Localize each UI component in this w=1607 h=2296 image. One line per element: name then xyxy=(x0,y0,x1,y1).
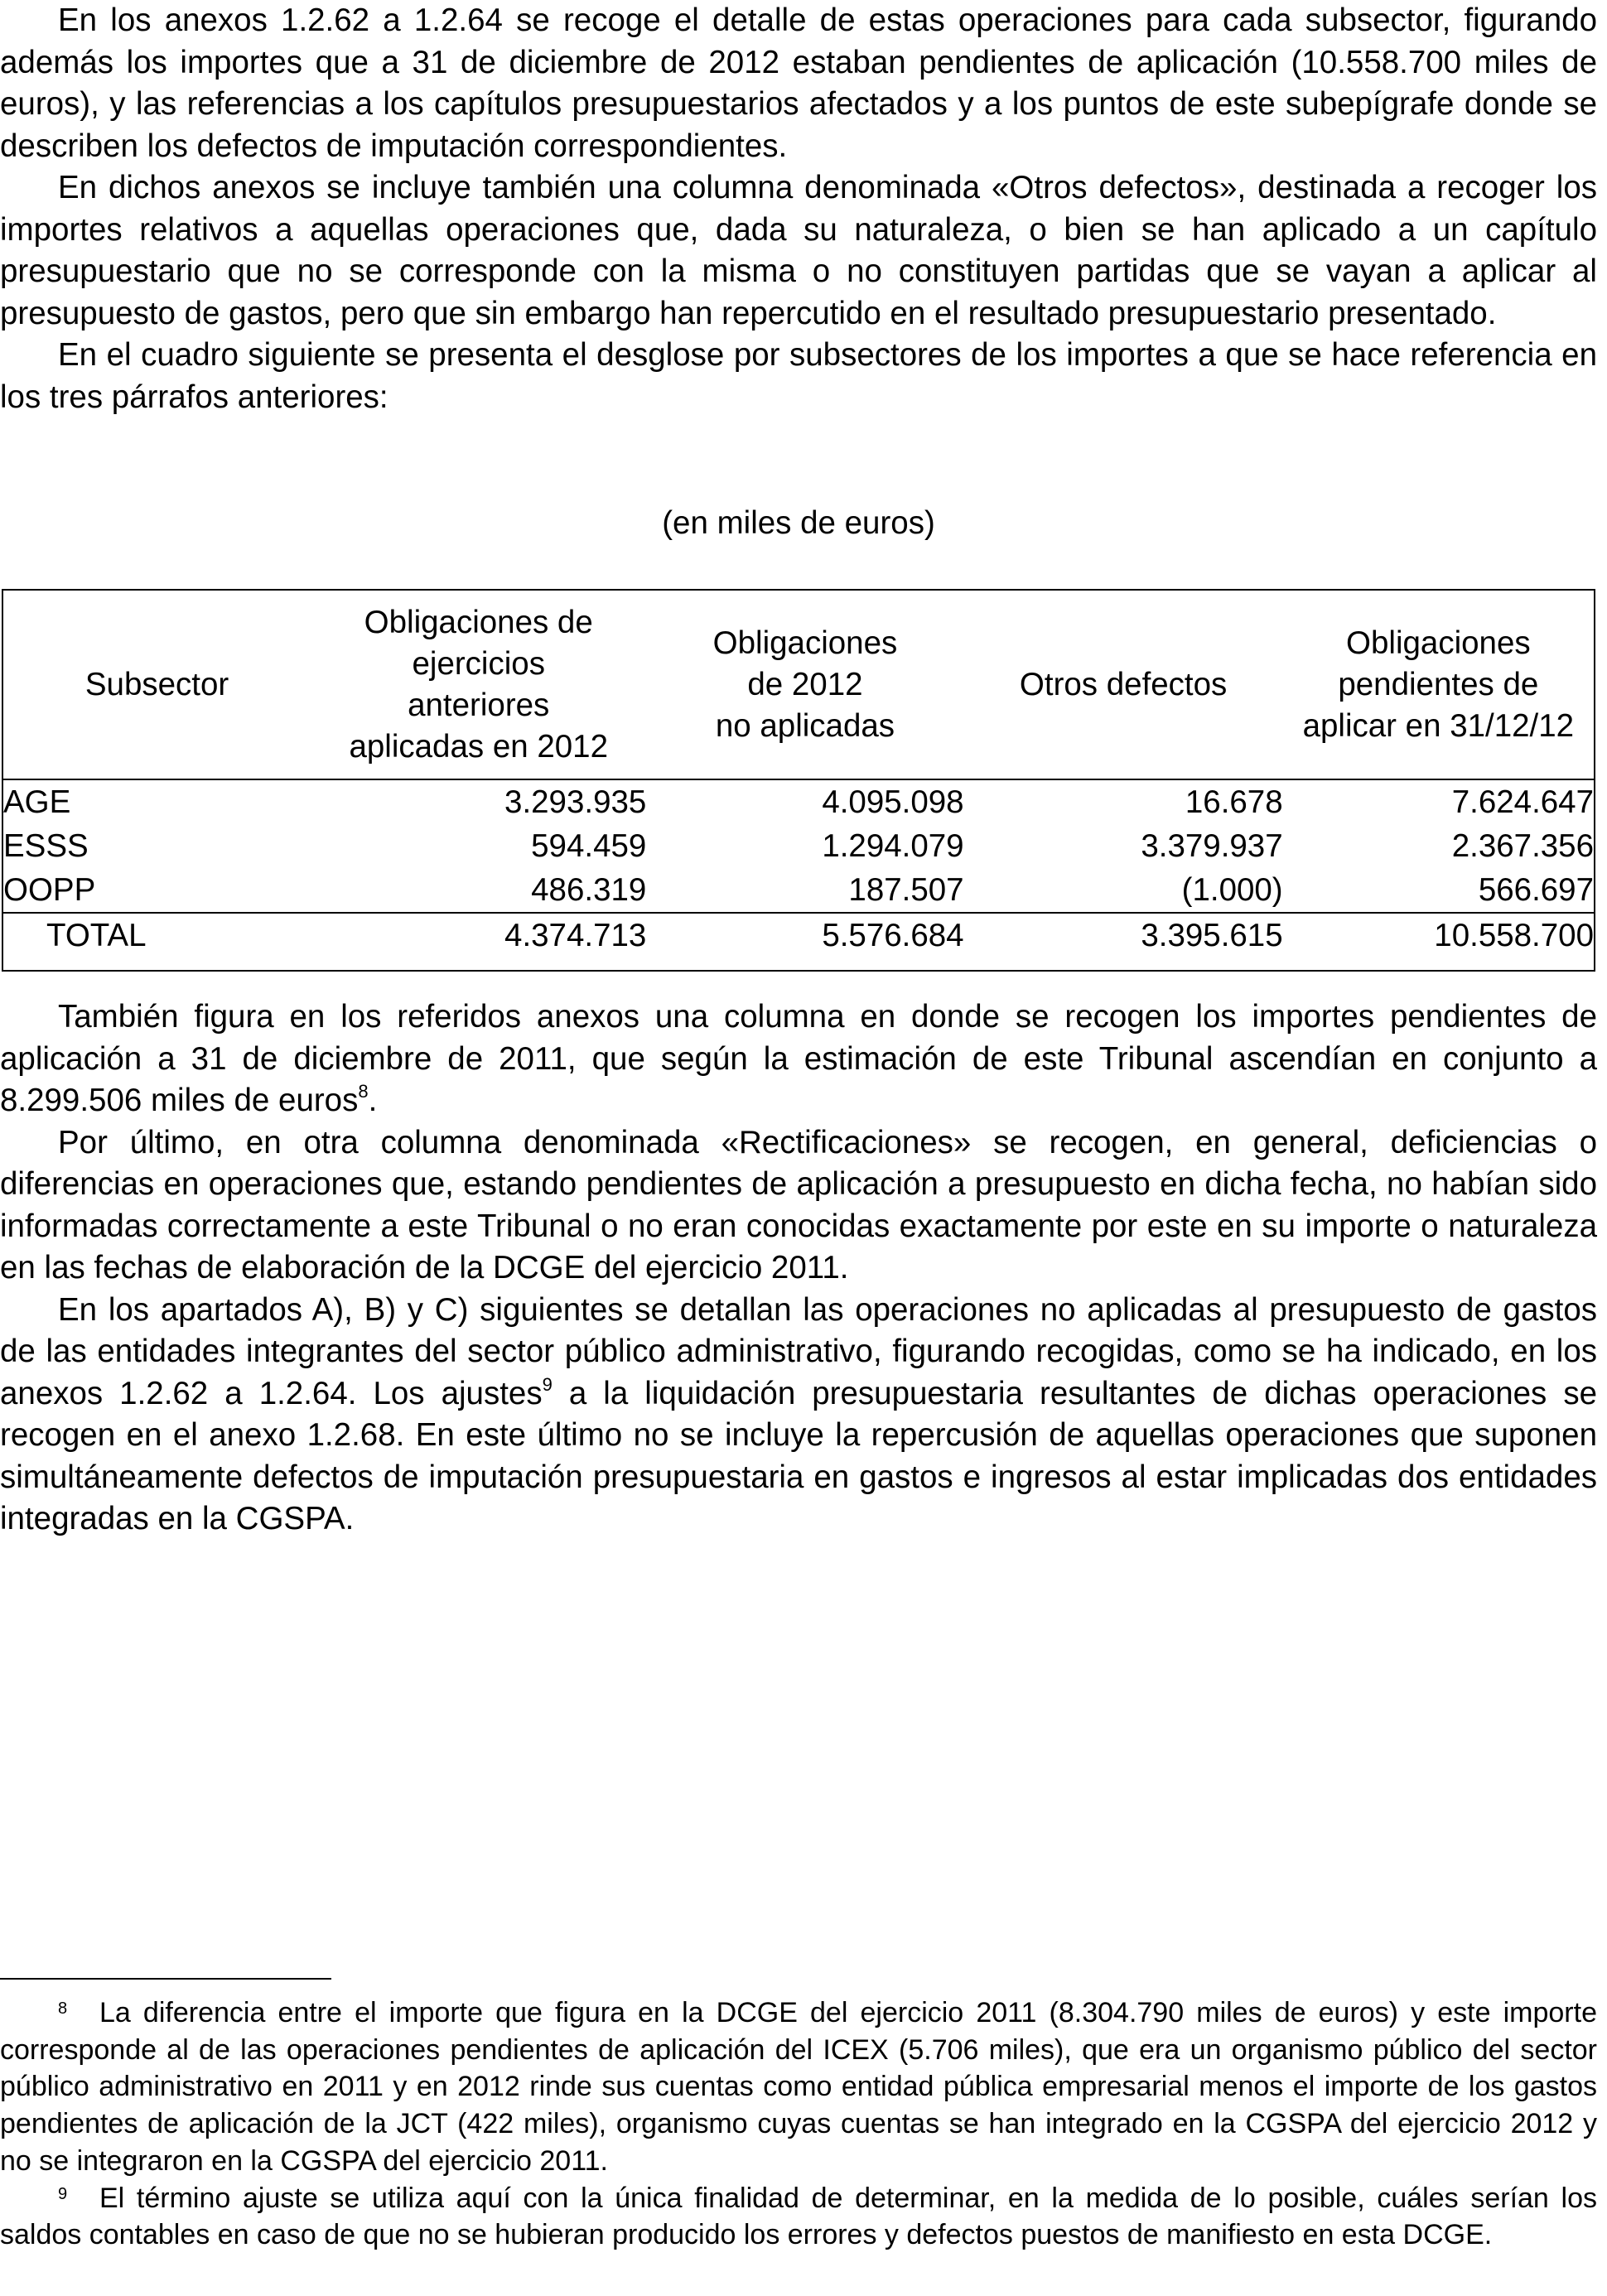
paragraph: En los anexos 1.2.62 a 1.2.64 se recoge el detalle de estas operaciones para cada subsector, figurando además los importes que a 31 de diciembre de 2012 estaban pendientes de aplicación (10.558.700 miles de euros), y las referencias a los capítulos presupuestarios afectados y a los puntos de este subepígrafe donde se describen los defectos de imputación correspondientes. xyxy=(0,2,1597,164)
paragraph: Por último, en otra columna denominada «Rectificaciones» se recogen, en general, deficiencias o diferencias en operaciones que, estando pendientes de aplicación a presupuesto en dicha fecha, no habían sido informadas correctamente a este Tribunal o no eran conocidas exactamente por este en su importe o naturaleza en las fechas de elaboración de la DCGE del ejercicio 2011. xyxy=(0,1124,1597,1285)
intro-paragraphs xyxy=(0,0,1597,418)
header-previous-obligations: Obligaciones de ejercicios anteriores aplicadas en 2012 xyxy=(311,591,646,779)
cell-value: 486.319 xyxy=(531,872,647,908)
table-unit-caption: (en miles de euros) xyxy=(662,505,935,541)
cell-value: 2.367.356 xyxy=(1451,828,1594,864)
cell-total-value: 5.576.684 xyxy=(646,913,963,957)
cell-value: 4.095.098 xyxy=(822,784,964,820)
paragraph: En los apartados A), B) y C) siguientes se detallan las operaciones no aplicadas al presupuesto de gastos de las entidades integrantes del sector público administrativo, figurando recogidas, como se ha indicado, en los anexos 1.2.62 a 1.2.64. Los ajustes$^9$ a la liquidación presupuestaria resultantes de dichas operaciones se recogen en el anexo 1.2.68. En este último no se incluye la repercusión de aquellas operaciones que suponen simultáneamente defectos de imputación presupuestaria en gastos e ingresos al estar implicadas dos entidades integradas en la CGSPA. xyxy=(0,1291,1597,1536)
table-total-row xyxy=(3,913,1594,957)
cell-value: 1.294.079 xyxy=(822,828,964,864)
table-row xyxy=(3,824,1594,868)
cell-value: 187.507 xyxy=(848,872,964,908)
paragraph: También figura en los referidos anexos una columna en donde se recogen los importes pendientes de aplicación a 31 de diciembre de 2011, que según la estimación de este Tribunal ascendían en conjunto a 8.299.506 miles de euros$^8$. xyxy=(0,999,1597,1118)
paragraph: En dichos anexos se incluye también una columna denominada «Otros defectos», destinada a recoger los importes relativos a aquellas operaciones que, dada su naturaleza, o bien se han aplicado a un capítulo presupuestario que no se corresponde con la misma o no constituyen partidas que se vayan a aplicar al presupuesto de gastos, pero que sin embargo han repercutido en el resultado presupuestario presentado. xyxy=(0,170,1597,331)
following-paragraphs xyxy=(0,996,1597,1541)
table-row xyxy=(3,868,1594,913)
cell-total-value: 3.395.615 xyxy=(964,913,1283,957)
table-row xyxy=(3,779,1594,824)
cell-value: 594.459 xyxy=(531,828,647,864)
cell-value: 16.678 xyxy=(1185,784,1283,820)
subsector-table xyxy=(2,589,1595,972)
header-pending: Obligaciones pendientes de aplicar en 31/12/12 xyxy=(1283,591,1594,779)
cell-value: 3.379.937 xyxy=(1141,828,1283,864)
cell-subsector: AGE xyxy=(3,784,71,820)
paragraph: En el cuadro siguiente se presenta el desglose por subsectores de los importes a que se hace referencia en los tres párrafos anteriores: xyxy=(0,337,1597,415)
cell-total-value: 10.558.700 xyxy=(1283,913,1594,957)
header-unapplied-2012: Obligaciones de 2012 no aplicadas xyxy=(646,591,963,779)
footnote: 8 La diferencia entre el importe que figura en la DCGE del ejercicio 2011 (8.304.790 miles de euros) y este importe corresponde al de las operaciones pendientes de aplicación del ICEX (5.706 miles), que era un organismo público del sector público administrativo en 2011 y en 2012 rinde sus cuentas como entidad pública empresarial menos el importe de los gastos pendientes de aplicación de la JCT (422 miles), organismo cuyas cuentas se han integrado en la CGSPA del ejercicio 2012 y no se integraron en la CGSPA del ejercicio 2011. xyxy=(0,1997,1597,2177)
cell-value: 3.293.935 xyxy=(504,784,647,820)
cell-value: (1.000) xyxy=(1181,872,1283,908)
table-header-row xyxy=(3,591,1594,779)
header-other-defects: Otros defectos xyxy=(964,591,1283,779)
cell-subsector: OOPP xyxy=(3,872,96,908)
header-subsector: Subsector xyxy=(3,591,311,779)
footnote-separator xyxy=(0,1978,331,1980)
cell-value: 7.624.647 xyxy=(1451,784,1594,820)
cell-total-label: TOTAL xyxy=(3,913,311,957)
footnote: 9 El término ajuste se utiliza aquí con la única finalidad de determinar, en la medida de lo posible, cuáles serían los saldos contables en caso de que no se hubieran producido los errores y defectos puestos de manifiesto en esta DCGE. xyxy=(0,2182,1597,2251)
cell-total-value: 4.374.713 xyxy=(311,913,646,957)
cell-value: 566.697 xyxy=(1478,872,1594,908)
footnotes xyxy=(0,1995,1597,2254)
footnote-ref: 9 xyxy=(542,1373,553,1395)
footnote-ref: 8 xyxy=(358,1081,369,1102)
cell-subsector: ESSS xyxy=(3,828,89,864)
